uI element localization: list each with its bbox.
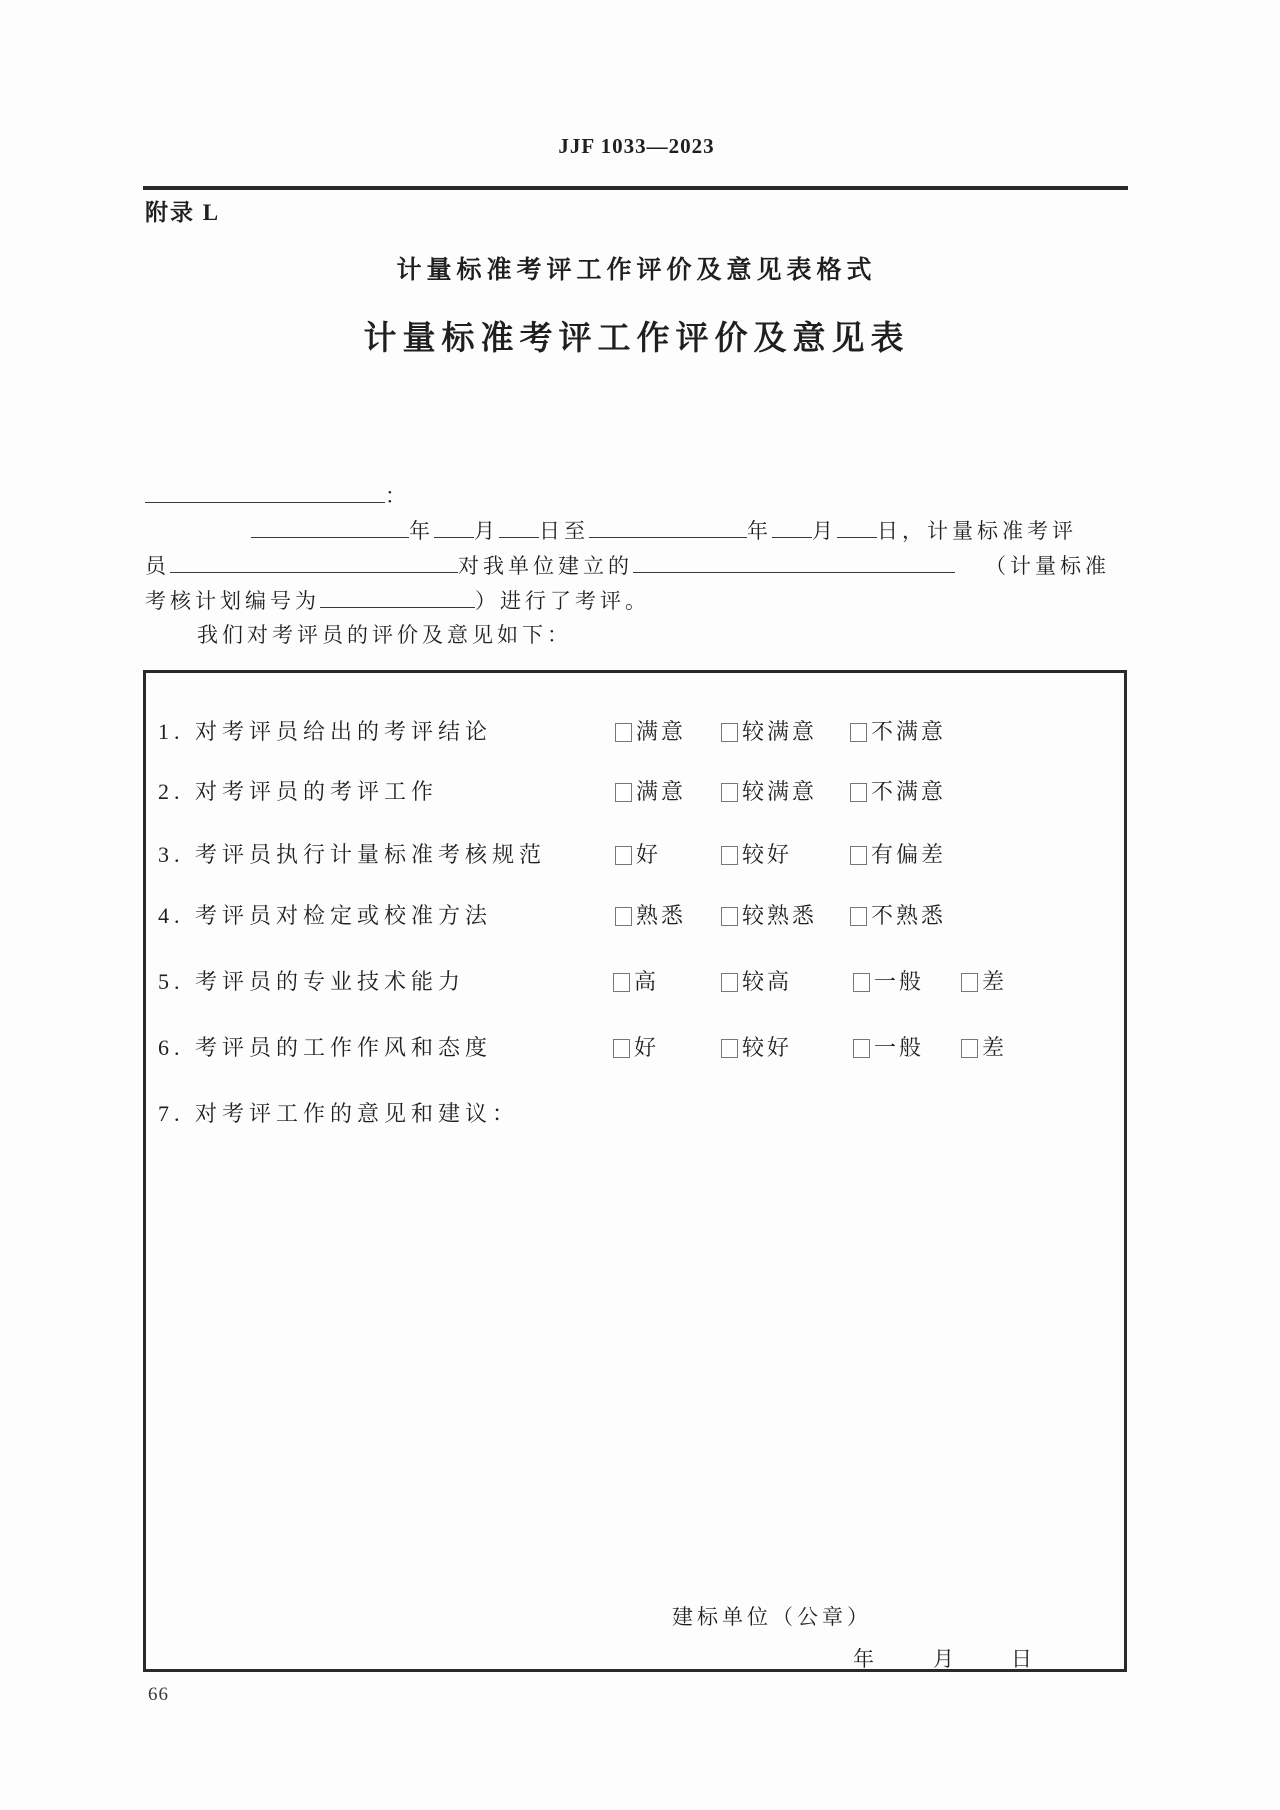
checkbox-option: [613, 1031, 659, 1062]
item-label: 1. 对考评员给出的考评结论: [158, 719, 493, 744]
checkbox-option: [853, 1031, 924, 1062]
checkbox-option: [853, 965, 924, 996]
form-item-3: [146, 838, 1124, 868]
item-label: 5. 考评员的专业技术能力: [158, 969, 466, 994]
text-year-2: 年: [747, 519, 772, 543]
option-label: 满意: [636, 779, 687, 804]
blank-end-date: [589, 513, 747, 538]
option-label: 较满意: [742, 779, 818, 804]
intro-line-dates: [145, 513, 1135, 548]
form-item-4: [146, 899, 1124, 929]
option-label: 差: [982, 1035, 1008, 1060]
form-title: 计量标准考评工作评价及意见表: [363, 321, 910, 357]
option-label: 高: [634, 969, 660, 994]
checkbox-option: [613, 965, 659, 996]
checkbox-icon: [613, 1039, 630, 1058]
form-item-2: [146, 775, 1124, 805]
indent: [145, 528, 251, 538]
option-label: 较满意: [742, 719, 818, 744]
checkbox-icon: [721, 723, 738, 742]
text-month-2: 月: [812, 519, 837, 543]
form-item-1: [146, 715, 1124, 745]
text-opinions-follow: 我们对考评员的评价及意见如下：: [197, 623, 572, 647]
blank-start-date: [251, 513, 409, 538]
checkbox-icon: [613, 973, 630, 992]
item-label: 7. 对考评工作的意见和建议：: [158, 1101, 520, 1126]
checkbox-icon: [721, 846, 738, 865]
intro-paragraph: [145, 478, 1135, 653]
checkbox-option: [961, 965, 1007, 996]
text-month: 月: [474, 519, 499, 543]
checkbox-icon: [853, 973, 870, 992]
intro-line-plan-number: [145, 583, 1135, 618]
date-month-label: 月: [933, 1647, 954, 1671]
form-item-5: [146, 965, 1124, 995]
text-day-to: 日至: [539, 519, 589, 543]
checkbox-option: [615, 775, 686, 806]
checkbox-icon: [850, 783, 867, 802]
checkbox-option: [721, 1031, 792, 1062]
checkbox-icon: [721, 1039, 738, 1058]
text-conducted: ）进行了考评。: [475, 589, 650, 613]
form-item-7: [146, 1097, 1124, 1127]
option-label: 好: [636, 842, 662, 867]
evaluation-form-box: [143, 670, 1127, 1672]
checkbox-option: [721, 775, 817, 806]
checkbox-option: [721, 965, 792, 996]
signature-unit-label: 建标单位（公章）: [672, 1605, 872, 1629]
text-paren-open: （计量标准: [985, 554, 1110, 578]
checkbox-icon: [615, 846, 632, 865]
doc-code: JJF 1033—2023: [558, 134, 715, 158]
blank-day-2: [837, 513, 877, 538]
checkbox-icon: [853, 1039, 870, 1058]
option-label: 有偏差: [871, 842, 947, 867]
checkbox-icon: [721, 907, 738, 926]
text-plan-number-label: 考核计划编号为: [145, 589, 320, 613]
checkbox-option: [850, 775, 946, 806]
checkbox-icon: [615, 723, 632, 742]
blank-month: [434, 513, 474, 538]
checkbox-option: [721, 838, 792, 869]
appendix-label: 附录 L: [145, 200, 221, 225]
header-rule: [143, 186, 1128, 190]
option-label: 一般: [874, 1035, 925, 1060]
gap: [955, 563, 985, 573]
colon: ：: [385, 484, 410, 508]
blank-plan-number: [320, 583, 475, 608]
checkbox-icon: [850, 907, 867, 926]
date-year-label: 年: [853, 1647, 874, 1671]
checkbox-icon: [721, 783, 738, 802]
checkbox-icon: [961, 1039, 978, 1058]
checkbox-option: [850, 899, 946, 930]
form-item-6: [146, 1031, 1124, 1061]
option-label: 较好: [742, 1035, 793, 1060]
option-label: 不满意: [871, 779, 947, 804]
checkbox-option: [615, 838, 661, 869]
checkbox-option: [721, 899, 817, 930]
item-label: 2. 对考评员的考评工作: [158, 779, 439, 804]
option-label: 不熟悉: [871, 903, 947, 928]
option-label: 满意: [636, 719, 687, 744]
signature-date-line: [146, 1643, 1124, 1673]
checkbox-option: [961, 1031, 1007, 1062]
form-format-title: 计量标准考评工作评价及意见表格式: [396, 257, 877, 284]
checkbox-icon: [961, 973, 978, 992]
blank-month-2: [772, 513, 812, 538]
option-label: 差: [982, 969, 1008, 994]
checkbox-icon: [850, 723, 867, 742]
checkbox-option: [850, 715, 946, 746]
checkbox-icon: [615, 907, 632, 926]
intro-line-assessor: [145, 548, 1135, 583]
text-assessor-intro: 日，计量标准考评: [877, 519, 1077, 543]
checkbox-icon: [850, 846, 867, 865]
option-label: 较高: [742, 969, 793, 994]
option-label: 一般: [874, 969, 925, 994]
page-number: 66: [148, 1684, 169, 1705]
text-member: 员: [145, 554, 170, 578]
blank-day: [499, 513, 539, 538]
checkbox-option: [721, 715, 817, 746]
indent: [145, 632, 197, 642]
option-label: 好: [634, 1035, 660, 1060]
checkbox-option: [615, 715, 686, 746]
checkbox-icon: [721, 973, 738, 992]
option-label: 熟悉: [636, 903, 687, 928]
blank-standard-name: [633, 548, 955, 573]
text-year: 年: [409, 519, 434, 543]
checkbox-option: [850, 838, 946, 869]
text-established: 对我单位建立的: [458, 554, 633, 578]
checkbox-icon: [615, 783, 632, 802]
item-label: 6. 考评员的工作作风和态度: [158, 1035, 493, 1060]
option-label: 较熟悉: [742, 903, 818, 928]
blank-addressee: [145, 478, 385, 503]
option-label: 较好: [742, 842, 793, 867]
blank-assessor-name: [170, 548, 458, 573]
intro-line-addressee: [145, 478, 1135, 513]
option-label: 不满意: [871, 719, 947, 744]
item-label: 3. 考评员执行计量标准考核规范: [158, 842, 547, 867]
item-label: 4. 考评员对检定或校准方法: [158, 903, 493, 928]
intro-line-opinions: [145, 618, 1135, 653]
checkbox-option: [615, 899, 686, 930]
date-day-label: 日: [1011, 1647, 1032, 1671]
